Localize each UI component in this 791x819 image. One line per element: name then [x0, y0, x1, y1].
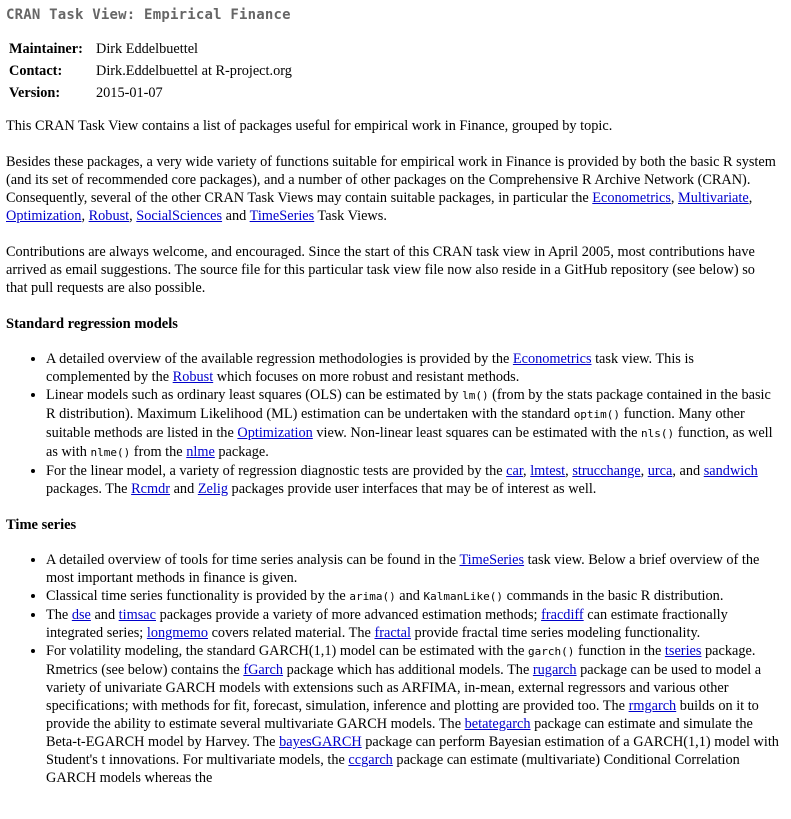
contact-value: Dirk.Eddelbuettel at R-project.org — [96, 63, 292, 79]
link-timeseries[interactable]: TimeSeries — [459, 552, 525, 568]
section-heading-time-series: Time series — [6, 517, 77, 533]
code-lm: lm() — [462, 389, 489, 402]
item-text: package can estimate (multivariate) Conditional Correlation GARCH models whereas the — [46, 752, 740, 786]
item-text: package can be used to model a variety of univariate GARCH models with extensions such as ARFIMA, in-mean, external regressors and various other specifications; with methods for fit, forecast, simulation, inference and plotting are provided too. The — [46, 662, 762, 714]
code-kalmanlike: KalmanLike() — [423, 590, 503, 603]
separator: , — [672, 463, 676, 479]
version-row — [9, 82, 292, 104]
item-text: For the linear model, a variety of regression diagnostic tests are provided by the — [46, 463, 507, 479]
version-label: Version: — [9, 85, 61, 101]
link-ccgarch[interactable]: ccgarch — [348, 752, 393, 768]
code-optim: optim() — [573, 408, 621, 421]
item-text: task view. Below a brief overview of the most important methods in finance is given. — [46, 552, 760, 586]
link-optimization[interactable]: Optimization — [237, 425, 313, 441]
link-robust[interactable]: Robust — [88, 208, 130, 224]
link-multivariate[interactable]: Multivariate — [678, 190, 749, 206]
separator: , — [670, 190, 679, 206]
item-text: package which has additional models. The — [283, 662, 533, 678]
item-text: and — [395, 588, 424, 604]
separator: , — [748, 190, 753, 206]
link-sandwich[interactable]: sandwich — [703, 463, 758, 479]
separator: , — [523, 463, 531, 479]
link-zelig[interactable]: Zelig — [197, 481, 228, 497]
link-socialsciences[interactable]: SocialSciences — [136, 208, 223, 224]
link-optimization[interactable]: Optimization — [6, 208, 82, 224]
item-text: packages provide user interfaces that may be of interest as well. — [227, 481, 597, 497]
link-timsac[interactable]: timsac — [118, 607, 156, 623]
item-text: packages provide a variety of more advanced estimation methods; — [156, 607, 542, 623]
list-item — [46, 551, 779, 587]
link-nlme[interactable]: nlme — [186, 444, 215, 460]
item-text: Linear models such as ordinary least squares (OLS) can be estimated by — [46, 387, 463, 403]
link-car[interactable]: car — [506, 463, 524, 479]
item-text: can estimate fractionally integrated series; — [46, 607, 728, 641]
conjunction: and — [90, 607, 119, 623]
code-nls: nls() — [641, 427, 675, 440]
link-fractal[interactable]: fractal — [374, 625, 411, 641]
link-tseries[interactable]: tseries — [664, 643, 702, 659]
item-text: task view. This is complemented by the — [46, 351, 694, 385]
separator: , — [81, 208, 89, 224]
list-item — [46, 642, 779, 787]
item-text: The — [46, 607, 72, 623]
item-text: builds on it to provide the ability to estimate several multivariate GARCH models. The — [46, 698, 759, 732]
intro-text: Task Views. — [314, 208, 387, 224]
separator: , — [640, 463, 648, 479]
regression-list — [6, 350, 779, 498]
contact-label: Contact: — [9, 63, 63, 79]
separator: , — [129, 208, 137, 224]
maintainer-label: Maintainer: — [9, 41, 83, 57]
link-urca[interactable]: urca — [647, 463, 673, 479]
intro-paragraph-1: This CRAN Task View contains a list of packages useful for empirical work in Finance, grouped by topic. — [6, 118, 613, 134]
item-text: covers related material. The — [208, 625, 375, 641]
item-text: package. Rmetrics (see below) contains the — [46, 643, 756, 678]
section-heading-regression: Standard regression models — [6, 316, 178, 332]
intro-text: Besides these packages, a very wide variety of functions suitable for empirical work in Finance is provided by both the basic R system (and its set of recommended core packages), and a number of other packages on the Comprehensive R Archive Network (CRAN). Consequently, several of the other CRAN Task Views may contain suitable packages, in particular the — [6, 154, 776, 206]
code-garch: garch() — [528, 645, 575, 658]
item-text: commands in the basic R distribution. — [503, 588, 724, 604]
item-text: Classical time series functionality is provided by the — [46, 588, 350, 604]
link-rugarch[interactable]: rugarch — [532, 662, 577, 678]
intro-paragraph-2 — [6, 153, 779, 225]
link-strucchange[interactable]: strucchange — [572, 463, 641, 479]
maintainer-value: Dirk Eddelbuettel — [96, 41, 199, 57]
item-text: which focuses on more robust and resistant methods. — [213, 369, 520, 385]
link-longmemo[interactable]: longmemo — [146, 625, 208, 641]
item-text: from the — [130, 444, 187, 460]
item-text: package. — [214, 444, 269, 460]
link-econometrics[interactable]: Econometrics — [512, 351, 592, 367]
code-nlme: nlme() — [90, 446, 131, 459]
intro-paragraph-3: Contributions are always welcome, and encouraged. Since the start of this CRAN task view in April 2005, most contributions have arrived as email suggestions. The source file for this particular task view file now also reside in a GitHub repository (see below) so that pull requests are also possible. — [6, 244, 755, 296]
link-betategarch[interactable]: betategarch — [464, 716, 531, 732]
item-text: view. Non-linear least squares can be estimated with the — [312, 425, 642, 441]
item-text: package can perform Bayesian estimation of a GARCH(1,1) model with Student's t innovations. For multivariate models, the — [46, 734, 779, 768]
link-lmtest[interactable]: lmtest — [530, 463, 566, 479]
item-text: package can estimate and simulate the Beta-t-EGARCH model by Harvey. The — [46, 716, 753, 750]
item-text: function. Many other suitable methods are listed in the — [46, 406, 745, 441]
link-bayesgarch[interactable]: bayesGARCH — [279, 734, 362, 750]
conjunction: and — [170, 481, 198, 497]
link-rmgarch[interactable]: rmgarch — [628, 698, 677, 714]
item-text: A detailed overview of tools for time series analysis can be found in the — [46, 552, 460, 568]
link-fgarch[interactable]: fGarch — [243, 662, 284, 678]
separator: , — [565, 463, 573, 479]
item-text: For volatility modeling, the standard GARCH(1,1) model can be estimated with the — [46, 643, 529, 659]
contact-row — [9, 60, 292, 82]
item-text: packages. The — [46, 481, 132, 497]
link-fracdiff[interactable]: fracdiff — [541, 607, 584, 623]
conjunction: and — [222, 208, 250, 224]
metadata-table — [9, 38, 292, 104]
list-item — [46, 587, 779, 606]
link-rcmdr[interactable]: Rcmdr — [131, 481, 171, 497]
item-text: A detailed overview of the available regression methodologies is provided by the — [46, 351, 513, 367]
link-robust[interactable]: Robust — [172, 369, 214, 385]
list-item — [46, 386, 779, 462]
link-econometrics[interactable]: Econometrics — [592, 190, 671, 206]
version-value: 2015-01-07 — [96, 85, 163, 101]
item-text: provide fractal time series modeling functionality. — [410, 625, 701, 641]
conjunction: and — [675, 463, 704, 479]
maintainer-row — [9, 38, 292, 60]
link-dse[interactable]: dse — [71, 607, 91, 623]
code-arima: arima() — [349, 590, 396, 603]
time-series-list — [6, 551, 779, 787]
item-text: function in the — [574, 643, 665, 659]
item-text: (from by the stats package contained in the basic R distribution). Maximum Likelihood (ML) estimation can be undertaken with the standard — [46, 387, 771, 422]
item-text: function, as well as with — [46, 425, 773, 460]
page-title: CRAN Task View: Empirical Finance — [6, 7, 291, 23]
list-item — [46, 462, 779, 498]
link-timeseries[interactable]: TimeSeries — [249, 208, 315, 224]
list-item — [46, 350, 779, 386]
list-item — [46, 606, 779, 642]
